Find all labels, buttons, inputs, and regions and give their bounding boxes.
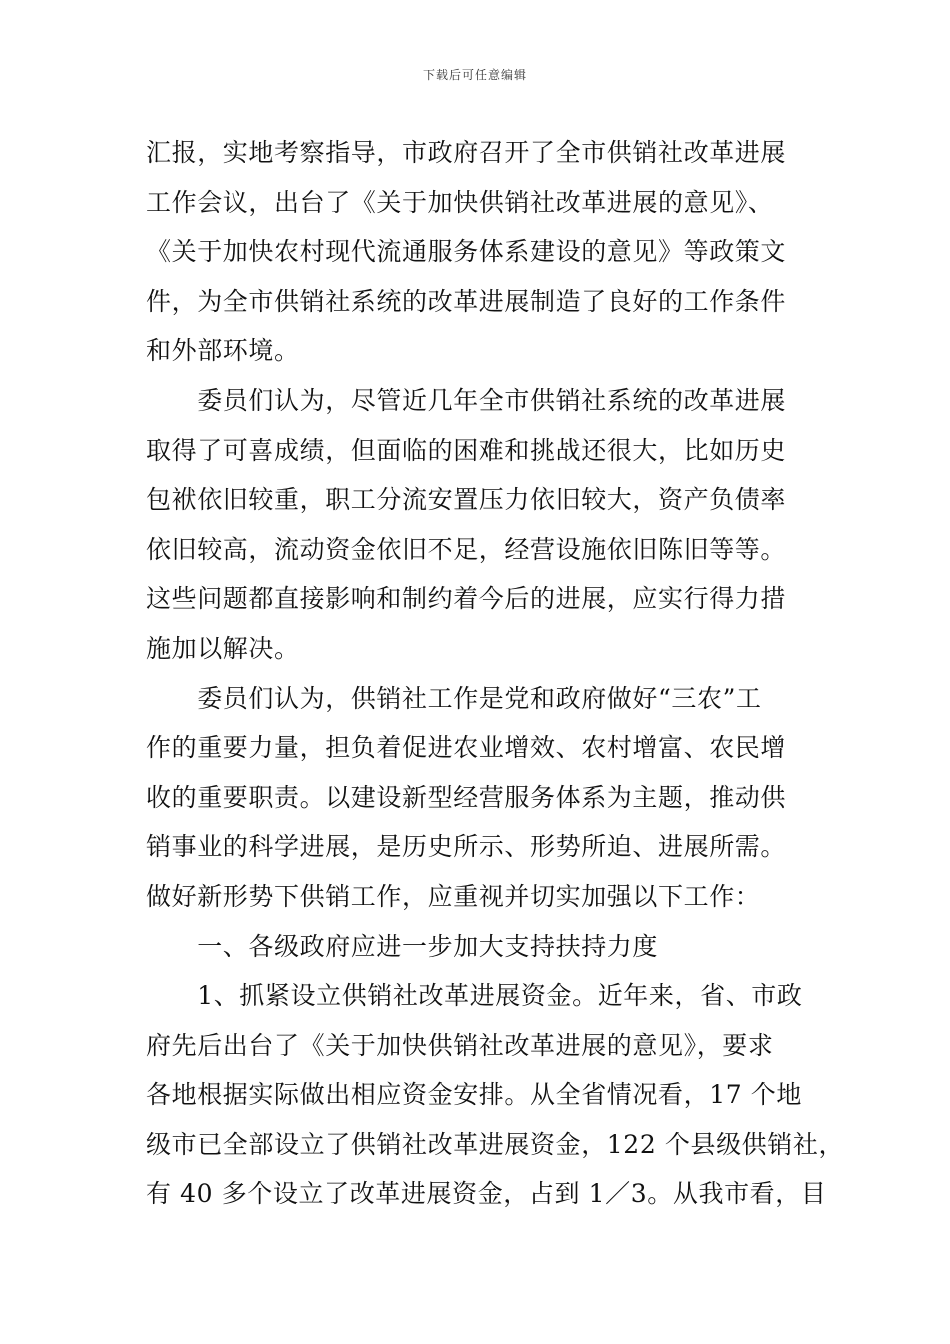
text-line: 级市已全部设立了供销社改革进展资金，122 个县级供销社， [146,1129,845,1159]
text-line: 有 40 多个设立了改革进展资金，占到 1／3。从我市看，目 [146,1179,827,1209]
text-line: 委员们认为，尽管近几年全市供销社系统的改革进展 [146,385,787,415]
text-line: 1、抓紧设立供销社改革进展资金。近年来，省、市政 [146,981,803,1011]
text-line: 《关于加快农村现代流通服务体系建设的意见》等政策文 [146,237,787,267]
text-line: 施加以解决。 [146,633,300,663]
text-line: 销事业的科学进展，是历史所示、形势所迫、进展所需。 [146,832,787,862]
text-line: 件，为全市供销社系统的改革进展制造了良好的工作条件 [146,286,787,316]
text-line: 委员们认为，供销社工作是党和政府做好“三农”工 [146,683,762,713]
text-line: 这些问题都直接影响和制约着今后的进展，应实行得力措 [146,584,787,614]
text-line: 取得了可喜成绩，但面临的困难和挑战还很大，比如历史 [146,435,787,465]
text-line: 工作会议，出台了《关于加快供销社改革进展的意见》、 [146,187,774,217]
text-line: 收的重要职责。以建设新型经营服务体系为主题，推动供 [146,782,787,812]
text-line: 作的重要力量，担负着促进农业增效、农村增富、农民增 [146,733,787,763]
text-line: 府先后出台了《关于加快供销社改革进展的意见》，要求 [146,1030,774,1060]
text-line: 和外部环境。 [146,336,300,366]
text-line: 各地根据实际做出相应资金安排。从全省情况看，17 个地 [146,1080,802,1110]
page-header: 下载后可任意编辑 [422,68,527,82]
text-line: 依旧较高，流动资金依旧不足，经营设施依旧陈旧等等。 [146,534,787,564]
text-line: 汇报，实地考察指导，市政府召开了全市供销社改革进展 [146,138,787,167]
text-line: 包袱依旧较重，职工分流安置压力依旧较大，资产负债率 [146,485,787,515]
section-heading: 一、各级政府应进一步加大支持扶持力度 [146,931,659,961]
text-line: 做好新形势下供销工作，应重视并切实加强以下工作： [146,881,761,911]
document-body [146,128,845,1219]
